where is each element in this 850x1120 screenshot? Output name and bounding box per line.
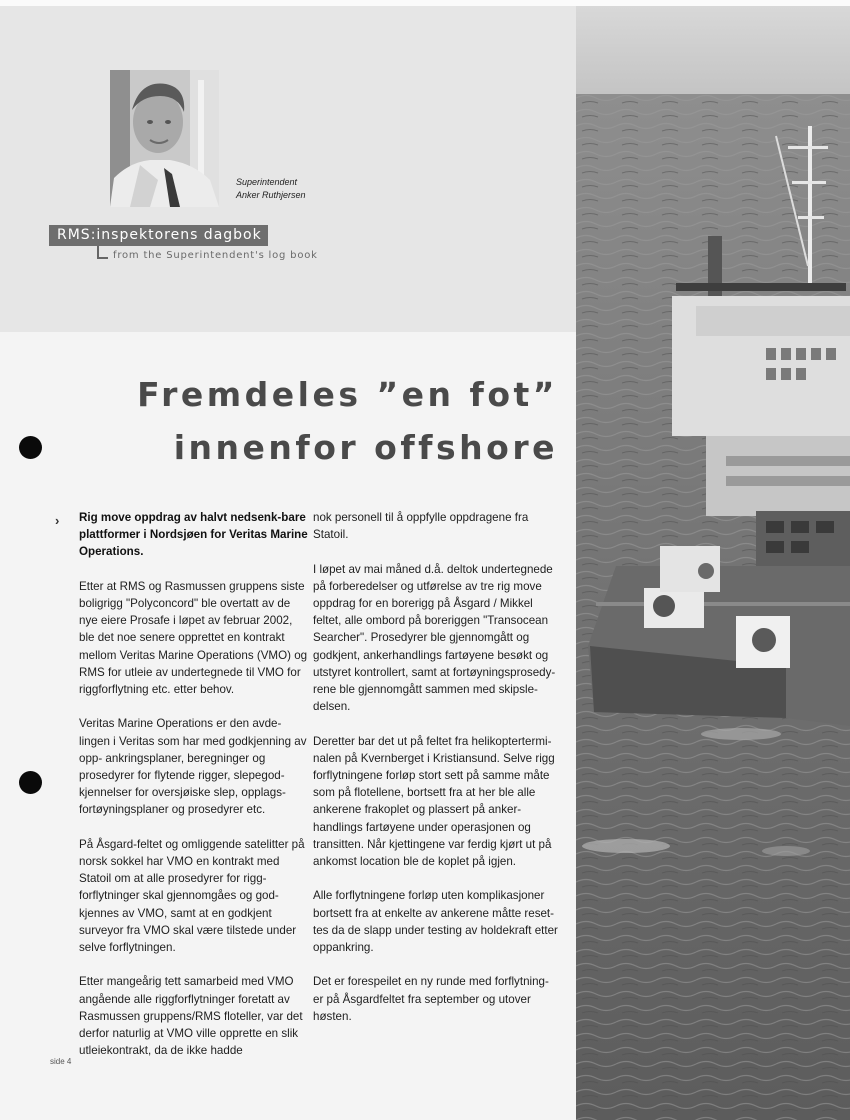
hole-punch-mark bbox=[19, 436, 42, 459]
article-paragraph: På Åsgard-feltet og omliggende satelitter på norsk sokkel har VMO en kontrakt med Statoil om at alle prosedyrer for rigg-forflytninger skal gjennomgåes og god-kjennes av VMO, samt at en godkjent surveyor fra VMO skal være tilstede under selve forflytningen. bbox=[79, 837, 305, 955]
article-column-left bbox=[79, 509, 309, 1077]
article-headline bbox=[137, 368, 558, 474]
portrait-caption bbox=[236, 176, 306, 202]
article-paragraph: I løpet av mai måned d.å. deltok undertegnede på forberedelser og utførelse av tre rig move oppdrag for en borerigg på Åsgard / Mikkel feltet, alle ombord på boreriggen "Transocean Searcher". Prosedyrer ble gjennomgått og godkjent, ankerhandlings fartøyene besøkt og utstyret kontrollert, samt at fortøyningsprosedy-rene ble gjennomgått sammen med skipsle-delsen. bbox=[313, 562, 556, 714]
article-paragraph: Veritas Marine Operations er den avde-lingen i Veritas som har med godkjenning av opp- ankringsplaner, beregninger og prosedyrer for flytende rigger, slepegod-kjennelser for oversjøiske slep, opplags-fortøyningsplaner og prosedyrer etc. bbox=[79, 717, 307, 817]
article-column-right bbox=[313, 509, 558, 1042]
article-paragraph: nok personell til å oppfylle oppdragene fra Statoil. bbox=[313, 511, 529, 542]
article-paragraph: Det er forespeilet en ny runde med forflytning-er på Åsgardfeltet fra september og utover høsten. bbox=[313, 975, 549, 1023]
ship-photo bbox=[576, 6, 850, 1120]
header-band bbox=[0, 6, 576, 332]
portrait-photo bbox=[110, 70, 219, 207]
section-label: RMS:inspektorens dagbok bbox=[49, 225, 268, 246]
headline-line-2: innenfor offshore bbox=[173, 428, 558, 467]
article-paragraph: Deretter bar det ut på feltet fra helikoptertermi-nalen på Kvernberget i Kristiansund. Selve rigg forflytningene forløp stort sett på samme måte som på flotellene, bortsett fra at her ble alle ankerene frakoplet og plassert på anker-handlings fartøyene under operasjonen og transitten. Når kjettingene var ferdig kjørt ut på ankomst location ble de koplet på igjen. bbox=[313, 734, 555, 869]
article-paragraph: Etter at RMS og Rasmussen gruppens siste boligrigg "Polyconcord" ble overtatt av de nye eiere Prosafe i løpet av februar 2002, ble det noe senere opprettet en kontrakt mellom Veritas Marine Operations (VMO) og RMS for utleie av undertegnede til VMO for riggforflytning etc. etter behov. bbox=[79, 579, 308, 697]
bracket-icon bbox=[97, 246, 108, 259]
hole-punch-mark bbox=[19, 771, 42, 794]
article-paragraph: Alle forflytningene forløp uten komplikasjoner bortsett fra at enkelte av ankerene måtte reset-tes da de slapp under testing av holdekraft etter oppankring. bbox=[313, 889, 558, 955]
section-sublabel: from the Superintendent's log book bbox=[113, 250, 318, 261]
page-number: side 4 bbox=[50, 1057, 72, 1066]
caption-name: Anker Ruthjersen bbox=[236, 190, 306, 200]
bullet-chevron-icon: › bbox=[55, 513, 60, 528]
article-paragraph: Etter mangeårig tett samarbeid med VMO angående alle riggforflytninger foretatt av Rasmussen gruppens/RMS floteller, var det derfor naturlig at VMO ville opprette en slik utleiekontrakt, da de ikke hadde bbox=[79, 975, 303, 1058]
headline-line-1: Fremdeles ”en fot” bbox=[137, 375, 558, 414]
article-lead: Rig move oppdrag av halvt nedsenk-bare plattformer i Nordsjøen for Veritas Marine Operations. bbox=[79, 511, 308, 559]
caption-title: Superintendent bbox=[236, 177, 298, 187]
